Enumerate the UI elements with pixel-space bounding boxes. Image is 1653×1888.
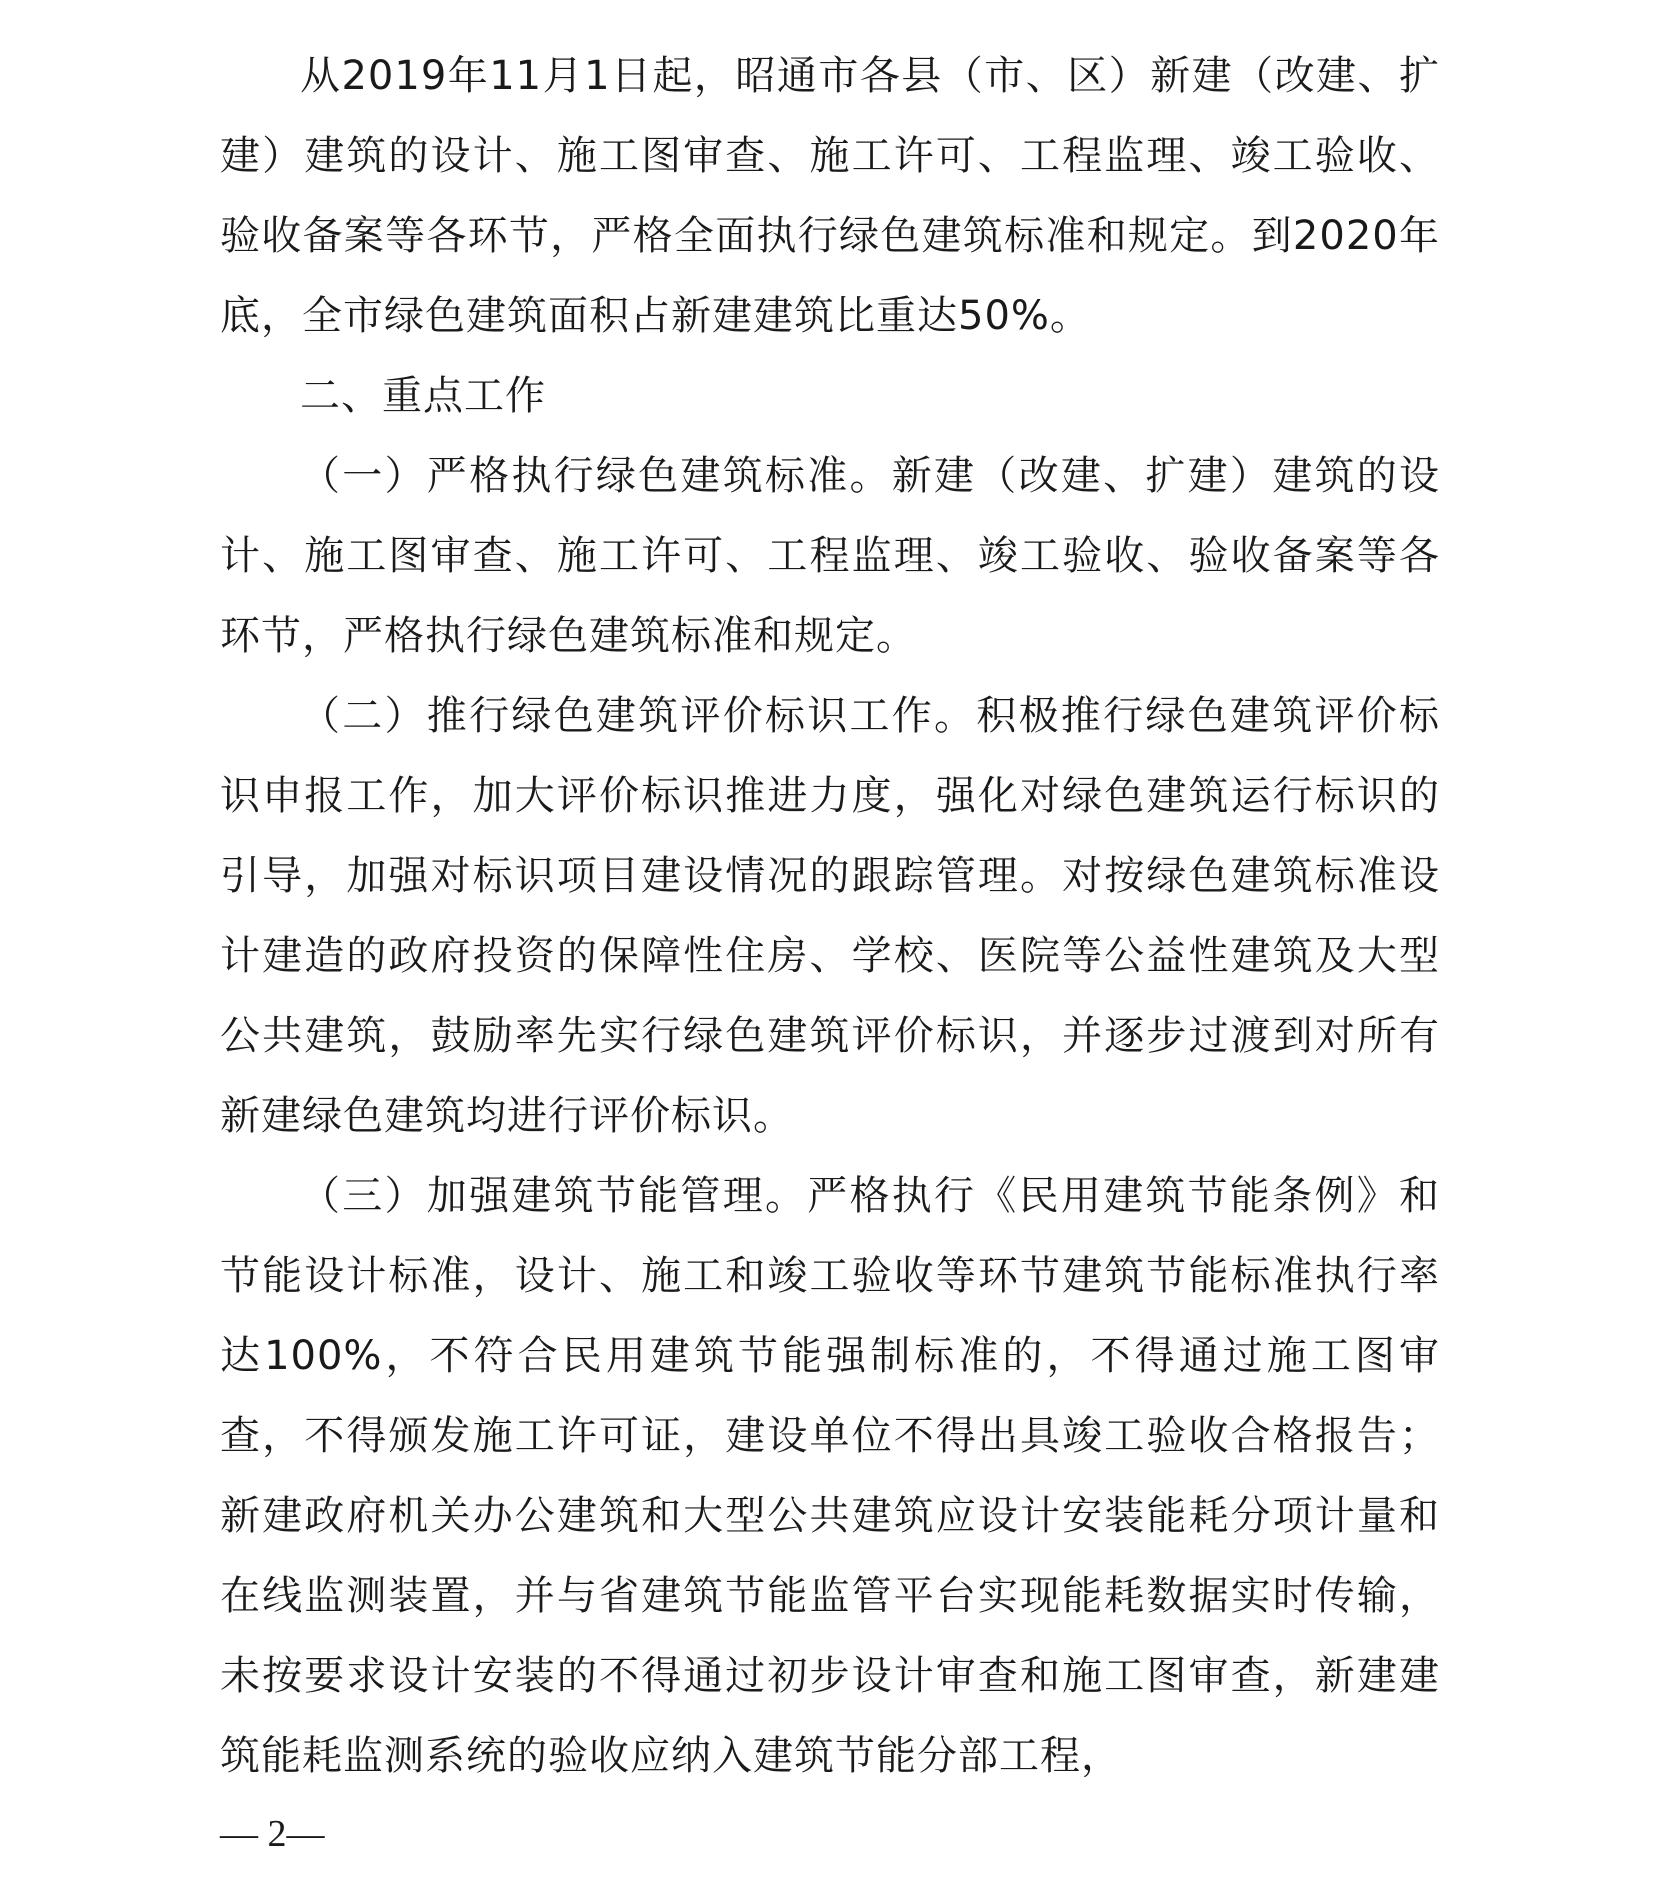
- section-heading-key-work: 二、重点工作: [300, 373, 546, 419]
- paragraph-item-3: （三）加强建筑节能管理。严格执行《民用建筑节能条例》和节能设计标准，设计、施工和竣工验收等环节建筑节能标准执行率达100%，不符合民用建筑节能强制标准的，不得通过施工图审查，不得颁发施工许可证，建设单位不得出具竣工验收合格报告；新建政府机关办公建筑和大型公共建筑应设计安装能耗分项计量和在线监测装置，并与省建筑节能监管平台实现能耗数据实时传输，未按要求设计安装的不得通过初步设计审查和施工图审查，新建建筑能耗监测系统的验收应纳入建筑节能分部工程，: [220, 1173, 1440, 1779]
- paragraph-intro: 从2019年11月1日起，昭通市各县（市、区）新建（改建、扩建）建筑的设计、施工图审查、施工许可、工程监理、竣工验收、验收备案等各环节，严格全面执行绿色建筑标准和规定。到2020年底，全市绿色建筑面积占新建建筑比重达50%。: [220, 53, 1440, 339]
- page-number: — 2—: [220, 1813, 325, 1855]
- paragraph-item-2: （二）推行绿色建筑评价标识工作。积极推行绿色建筑评价标识申报工作，加大评价标识推进力度，强化对绿色建筑运行标识的引导，加强对标识项目建设情况的跟踪管理。对按绿色建筑标准设计建造的政府投资的保障性住房、学校、医院等公益性建筑及大型公共建筑，鼓励率先实行绿色建筑评价标识，并逐步过渡到对所有新建绿色建筑均进行评价标识。: [220, 693, 1440, 1139]
- document-body: [220, 36, 1440, 1796]
- paragraph-item-1: （一）严格执行绿色建筑标准。新建（改建、扩建）建筑的设计、施工图审查、施工许可、工程监理、竣工验收、验收备案等各环节，严格执行绿色建筑标准和规定。: [220, 453, 1440, 659]
